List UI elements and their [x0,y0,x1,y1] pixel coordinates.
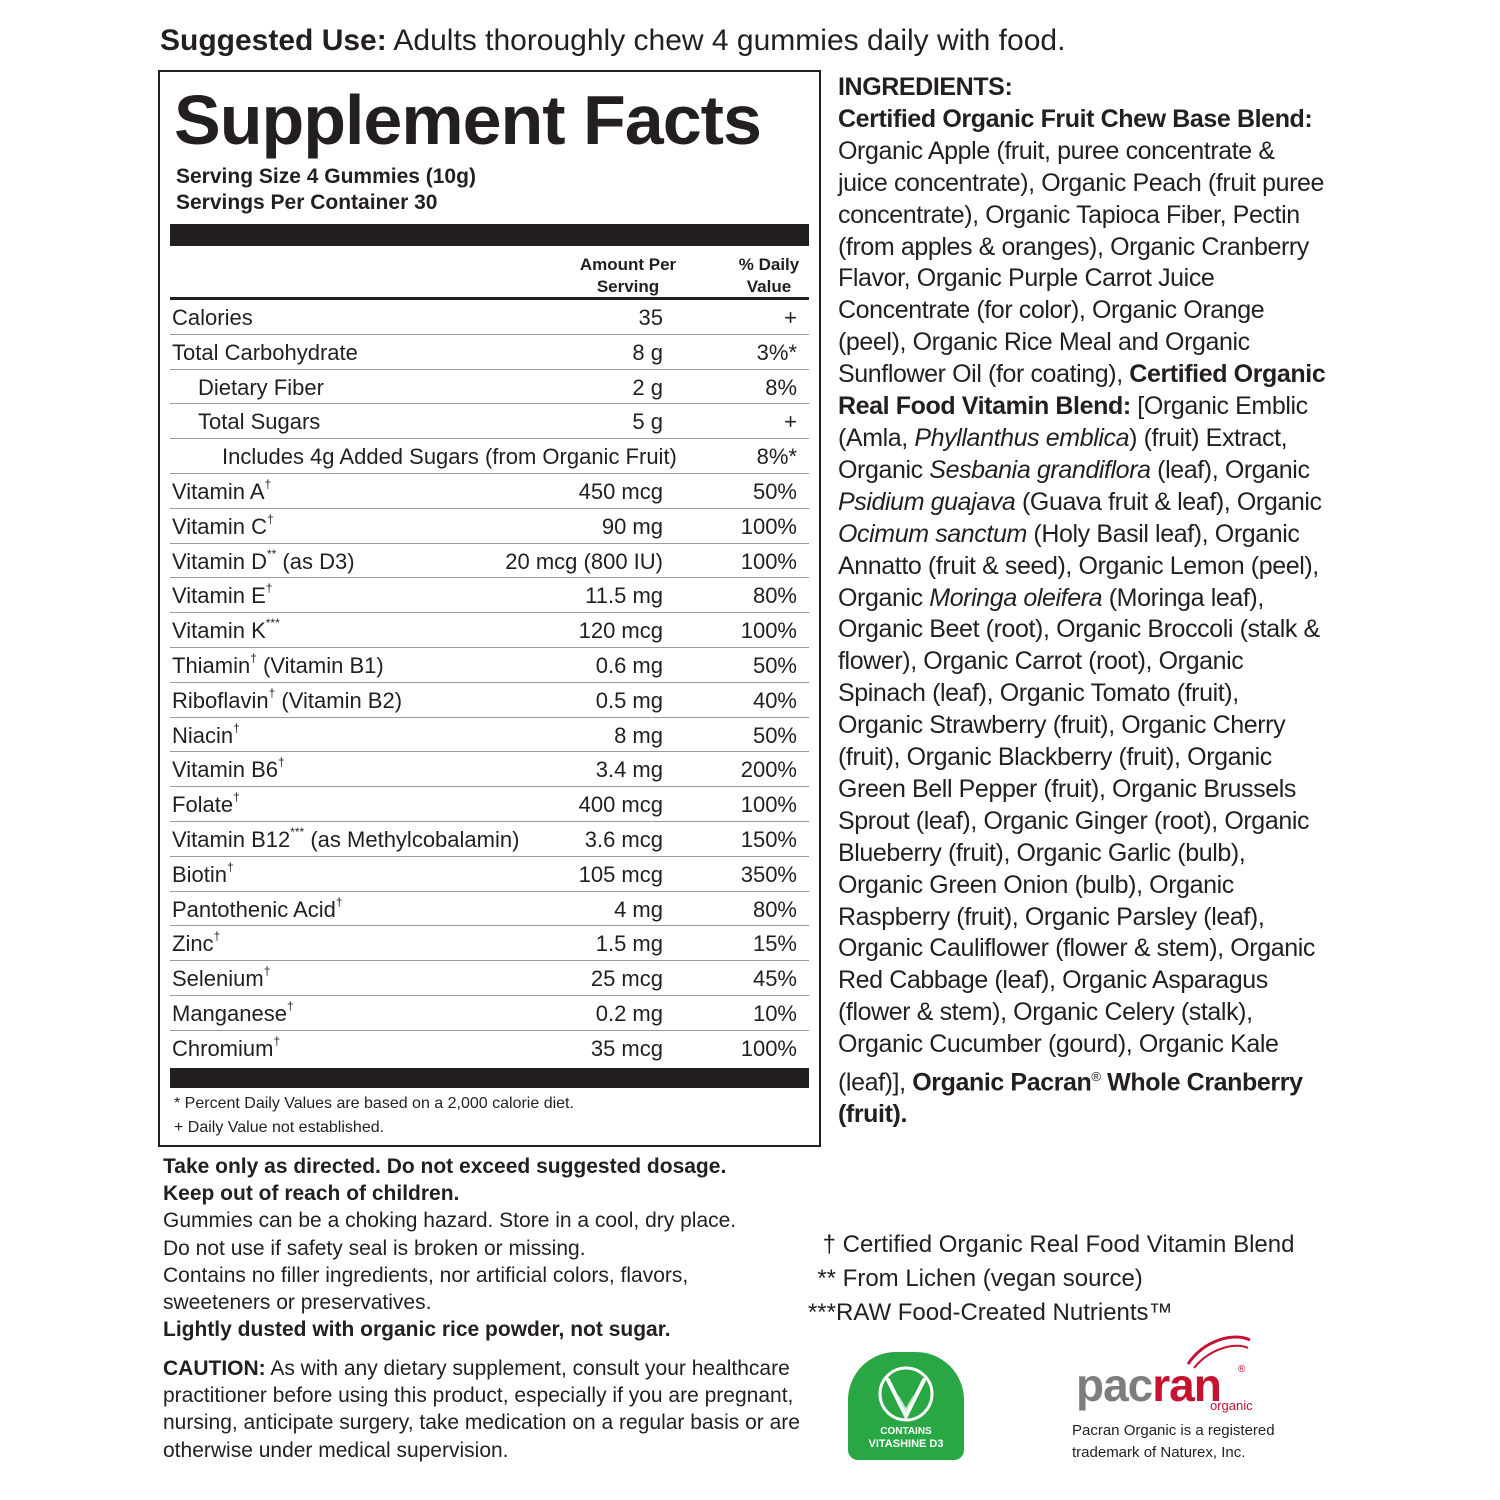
nutrient-name: Vitamin C† [172,511,274,539]
ingredients-heading: INGREDIENTS: [838,73,1013,101]
nutrient-row [170,509,809,544]
ingredient-segment: Organic Pacran [912,1068,1092,1097]
nutrient-daily-value: 100% [740,618,797,644]
legend-symbol: † [822,1231,836,1258]
pacran-trademark-note [1072,1420,1275,1464]
nutrient-row [170,578,809,613]
nutrient-name: Includes 4g Added Sugars (from Organic Fruit) [222,444,677,470]
legend-text: RAW Food-Created Nutrients™ [836,1299,1173,1326]
nutrient-name: Vitamin B12*** (as Methylcobalamin) [172,824,520,852]
warning-fillers-cont: sweeteners or preservatives. [163,1291,432,1315]
nutrient-footnote-mark: † [277,755,285,770]
warning-dosage: Take only as directed. Do not exceed suggested dosage. [163,1155,727,1178]
nutrient-row [170,370,809,405]
nutrient-daily-value: 100% [740,548,797,574]
nutrient-daily-value: 40% [752,687,797,713]
footnote-dv: * Percent Daily Values are based on a 2,000 calorie diet. [174,1094,574,1112]
nutrient-name: Niacin† [172,720,240,748]
nutrient-amount: 35 mcg [590,1035,663,1061]
amount-per-serving-header [558,254,698,298]
nutrient-name: Thiamin† (Vitamin B1) [172,650,384,678]
nutrient-row [170,752,809,787]
nutrient-amount: 2 g [632,374,663,400]
nutrient-footnote-mark: † [273,1033,281,1048]
nutrient-amount: 120 mcg [578,618,663,644]
legend-text: Certified Organic Real Food Vitamin Blend [842,1231,1295,1258]
caution-label: CAUTION: [163,1357,266,1380]
nutrient-amount: 0.5 mg [595,687,663,713]
nutrient-amount: 8 g [632,339,663,365]
nutrient-row [170,857,809,892]
ingredient-segment: (Holy Basil leaf), Organic Annatto (fruit & seed), Organic Lemon (peel), Organic [838,519,1319,612]
ingredient-segment: Whole Cranberry (fruit). [838,1068,1303,1129]
nutrient-footnote-mark: *** [265,616,280,631]
warning-rice-powder: Lightly dusted with organic rice powder, not sugar. [163,1318,671,1342]
suggested-use [160,24,1065,58]
nutrient-name: Riboflavin† (Vitamin B2) [172,685,403,713]
nutrient-amount: 105 mcg [578,861,663,887]
nutrient-daily-value: 100% [740,792,797,818]
nutrient-row [170,892,809,927]
nutrient-daily-value: 45% [752,966,797,992]
nutrient-amount: 400 mcg [578,792,663,818]
suggested-use-label: Suggested Use: [160,24,387,57]
nutrient-amount: 450 mcg [578,478,663,504]
nutrient-daily-value: 350% [740,861,797,887]
ingredient-segment: [Organic Emblic (Amla, [838,392,1308,452]
ingredient-segment: Psidium guajava [838,487,1016,516]
nutrient-footnote-mark: *** [290,824,305,839]
nutrient-name: Zinc† [172,929,221,957]
nutrient-row [170,787,809,822]
pacran-note-line1: Pacran Organic is a registered [1072,1422,1275,1439]
legend-item [810,1262,1294,1296]
warning-children: Keep out of reach of children. [163,1182,460,1206]
nutrient-amount: 11.5 mg [585,583,663,609]
pacran-logo-block [1072,1330,1275,1470]
pacran-organic: organic [1210,1398,1253,1413]
badge-line2: VITASHINE D3 [868,1438,944,1450]
nutrient-daily-value: 50% [752,722,797,748]
ingredient-segment: Moringa oleifera [929,583,1103,612]
divider-bar-bottom [170,1068,809,1088]
ingredient-segment: Certified Organic Fruit Chew Base Blend: [838,104,1313,133]
ingredients-text [838,104,1328,1131]
nutrient-name: Vitamin B6† [172,755,285,783]
nutrient-footnote-mark: † [227,859,234,874]
nutrient-name: Pantothenic Acid† [172,894,343,922]
supplement-facts-panel [158,70,821,1147]
nutrient-name: Total Sugars [198,409,321,435]
nutrient-name: Total Carbohydrate [172,339,358,365]
nutrient-name: Vitamin A† [172,476,272,504]
suggested-use-text: Adults thoroughly chew 4 gummies daily with food. [386,24,1066,57]
nutrient-name: Folate† [172,790,240,818]
nutrient-daily-value: 8%* [756,444,797,470]
ingredient-segment: Ocimum sanctum [838,519,1027,548]
ingredient-segment: Phyllanthus emblica [914,423,1130,452]
nutrient-daily-value: 50% [752,652,797,678]
nutrient-row [170,683,809,718]
nutrient-name: Dietary Fiber [198,374,324,400]
nutrient-row [170,613,809,648]
nutrient-daily-value: 50% [752,478,797,504]
nutrient-daily-value: 100% [740,513,797,539]
nutrient-daily-value: 100% [740,1035,797,1061]
ingredient-segment: ) (fruit) Extract, Organic [838,423,1288,484]
pacran-registered: ® [1238,1364,1246,1375]
nutrient-name: Selenium† [172,964,271,992]
ingredient-segment: Organic Apple (fruit, puree concentrate & juice concentrate), Organic Peach (fruit puree concentrate), Organic Tapioca Fiber, Pectin (from apples & oranges), Organic Cranberry Flavor, Organic Purple Carrot Juice Concentrate (for color), Organic Orange (peel), Organic Rice Meal and Organic Sunflower Oil (for coating), [838,136,1325,389]
nutrient-footnote-mark: † [335,894,343,909]
serving-info [176,164,809,216]
nutrient-row [170,439,809,474]
warning-fillers: Contains no filler ingredients, nor artificial colors, flavors, [163,1263,689,1287]
daily-value-header [729,254,809,298]
ingredient-segment: (Guava fruit & leaf), Organic [1015,487,1322,516]
nutrient-footnote-mark: † [286,998,294,1013]
vitashine-badge [848,1352,964,1460]
nutrient-amount: 25 mcg [590,966,663,992]
nutrient-row [170,926,809,961]
ingredient-segment: (leaf), Organic [1150,455,1310,484]
nutrient-daily-value: 3%* [756,339,797,365]
legend-item [796,1296,1294,1330]
nutrient-row [170,300,809,335]
nutrient-daily-value: 80% [752,896,797,922]
nutrient-footnote-mark: † [268,685,276,700]
nutrient-amount: 3.6 mcg [584,826,663,852]
amount-header-line1: Amount Per [579,255,677,274]
nutrient-daily-value: 150% [740,826,797,852]
nutrient-daily-value: 15% [752,931,797,957]
pacran-logo [1076,1358,1221,1412]
nutrient-name: Vitamin K*** [172,616,280,644]
nutrient-row [170,718,809,753]
ingredient-segment: (Moringa leaf), Organic Beet (root), Organic Broccoli (stalk & flower), Organic Carrot (root), Organic Spinach (leaf), Organic Tomato (fruit), Organic Strawberry (fruit), Organic Cherry (fruit), Organic Blackberry (fruit), Organic Green Bell Pepper (fruit), Organic Brussels Sprout (leaf), Organic Ginger (root), Organic Blueberry (fruit), Organic Garlic (bulb), Organic Green Onion (bulb), Organic Raspberry (fruit), Organic Parsley (leaf), Organic Cauliflower (flower & stem), Organic Red Cabbage (leaf), Organic Asparagus (flower & stem), Organic Celery (stalk), Organic Cucumber (gourd), Organic Kale (leaf)], [838,583,1320,1097]
nutrient-name: Chromium† [172,1033,281,1061]
dv-header-line2: Value [746,277,792,296]
nutrient-amount: 8 mg [614,722,663,748]
nutrient-table [170,300,809,1066]
nutrient-footnote-mark: † [266,511,274,526]
nutrient-amount: 20 mcg (800 IU) [505,548,663,574]
badge-line1: CONTAINS [880,1426,932,1437]
nutrient-row [170,996,809,1031]
servings-per-container: Servings Per Container 30 [176,191,438,214]
warning-choking: Gummies can be a choking hazard. Store in a cool, dry place. [163,1209,737,1233]
nutrient-row [170,1031,809,1066]
footnote-not-established: + Daily Value not established. [174,1118,385,1136]
legend-item [810,1228,1294,1262]
nutrient-footnote-mark: ** [266,546,277,561]
nutrient-footnote-mark: † [263,964,271,979]
nutrient-amount: 35 [638,305,663,330]
nutrient-footnote-mark: † [233,720,240,735]
nutrient-daily-value: + [784,409,797,435]
ingredient-segment: Certified Organic Real Food Vitamin Blend: [838,360,1326,421]
nutrient-name: Manganese† [172,998,294,1026]
nutrient-row [170,335,809,370]
nutrient-row [170,648,809,683]
nutrient-amount: 3.4 mg [595,757,663,783]
column-header [170,246,809,300]
nutrient-row [170,404,809,439]
pacran-note-line2: trademark of Naturex, Inc. [1072,1444,1246,1461]
caution-text: As with any dietary supplement, consult your healthcare practitioner before using this product, especially if you are pregnant, nursing, anticipate surgery, take medication on a regular basis or are otherwise under medical supervision. [163,1357,800,1462]
nutrient-amount: 0.2 mg [595,1000,663,1026]
nutrient-footnote-mark: † [233,790,240,805]
nutrient-row [170,474,809,509]
serving-size: Serving Size 4 Gummies (10g) [176,165,476,188]
pacran-logo-pac: pac [1076,1359,1153,1411]
nutrient-name: Biotin† [172,859,234,887]
nutrient-name: Vitamin D** (as D3) [172,546,355,574]
ingredient-segment: ® [1091,1069,1101,1085]
nutrient-row [170,961,809,996]
nutrient-amount: 1.5 mg [595,931,663,957]
footnote-legend [807,1228,1295,1330]
ingredient-segment: Sesbania grandiflora [929,455,1151,484]
nutrient-daily-value: + [784,305,797,330]
amount-header-line2: Serving [596,277,660,296]
nutrient-footnote-mark: † [265,581,273,596]
nutrient-daily-value: 8% [765,374,797,400]
nutrient-footnote-mark: † [250,650,257,665]
nutrient-amount: 90 mg [601,513,663,539]
nutrient-daily-value: 80% [752,583,797,609]
legend-symbol: *** [807,1299,836,1326]
nutrient-footnote-mark: † [213,929,221,944]
nutrient-amount: 5 g [632,409,663,435]
nutrient-daily-value: 200% [740,757,797,783]
nutrient-name: Calories [172,305,253,330]
caution [163,1355,813,1464]
nutrient-amount: 0.6 mg [595,652,663,678]
ingredients [838,72,1328,1131]
facts-title: Supplement Facts [174,81,761,159]
nutrient-row [170,544,809,579]
dv-header-line1: % Daily [738,255,800,274]
warnings [163,1153,813,1343]
pacran-logo-ran: ran [1152,1359,1221,1411]
nutrient-amount: 4 mg [614,896,663,922]
nutrient-daily-value: 10% [752,1000,797,1026]
nutrient-name: Vitamin E† [172,581,273,609]
legend-symbol: ** [817,1265,836,1292]
divider-bar [170,224,809,246]
legend-text: From Lichen (vegan source) [842,1265,1143,1292]
vitashine-icon [876,1366,936,1426]
warning-seal: Do not use if safety seal is broken or missing. [163,1236,586,1260]
nutrient-footnote-mark: † [264,476,272,491]
nutrient-row [170,822,809,857]
